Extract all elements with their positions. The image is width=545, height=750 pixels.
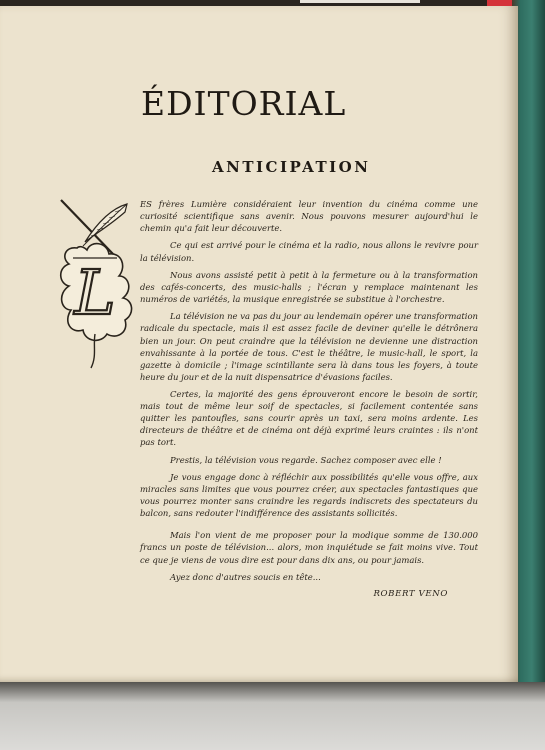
author-signature: ROBERT VENO: [373, 589, 448, 600]
drop-cap-ornament: [55, 198, 135, 374]
article-body: [140, 198, 478, 600]
page-title: ÉDITORIAL: [141, 84, 347, 123]
scan-edge-paper-strip: [300, 0, 420, 3]
paragraph-2: Ce qui est arrivé pour le cinéma et la radio, nous allons le revivre pour la télévision.: [140, 240, 478, 263]
paragraph-8: Mais l'on vient de me proposer pour la modique somme de 130.000 francs un poste de télévision... alors, mon inquiétude se fait moins vive. Tout ce que je viens de vous dire est pour dans dix ans, ou pour jamais.: [140, 530, 478, 565]
paragraph-5: Certes, la majorité des gens éprouveront encore le besoin de sortir, mais tout de même leur soif de spectacles, si facilement contentée sans quitter les pantoufles, sans courir après un taxi, sera moins ardente. Les directeurs de théâtre et de cinéma ont déjà exprimé leurs craintes : ils n'ont pas tort.: [140, 389, 478, 448]
paragraph-3: Nous avons assisté petit à petit à la fermeture ou à la transformation des cafés-concerts, des music-halls ; l'écran y remplace maintenant les numéros de variétés, la musique enregistrée se substitue à l'orchestre.: [140, 269, 478, 305]
drop-cap-letter: L: [74, 256, 116, 329]
paragraph-6: Prestis, la télévision vous regarde. Sachez composer avec elle !: [170, 454, 442, 465]
paragraph-9: Ayez donc d'autres soucis en tête...: [170, 571, 321, 582]
paragraph-4: La télévision ne va pas du jour au lendemain opérer une transformation radicale du spectacle, mais il est assez facile de deviner qu'elle le détrônera bien un jour. On peut craindre que la télévision ne devienne une distraction envahissante à la portée de tous. C'est le théâtre, le music-hall, le sport, la gazette à domicile ; l'image scintillante sera là dans tous les foyers, à toute heure du jour et de la nuit dispensatrice d'évasions faciles.: [140, 311, 478, 382]
paragraph-7: Je vous engage donc à réfléchir aux possibilités qu'elle vous offre, aux miracles sans limites que vous pourrez créer, aux spectacles fantastiques que vous pourrez monter sans craindre les regards indiscrets des spectateurs du balcon, sans redouter l'indifférence des assistants sollicités.: [140, 472, 478, 519]
scan-background: [0, 682, 545, 750]
magazine-page: [0, 6, 518, 682]
article-subtitle: ANTICIPATION: [212, 158, 371, 176]
paragraph-1: ES frères Lumière considéraient leur invention du cinéma comme une curiosité scientifique sans avenir. Nous pouvons mesurer aujourd'hui le chemin qu'a fait leur découverte.: [140, 199, 478, 234]
